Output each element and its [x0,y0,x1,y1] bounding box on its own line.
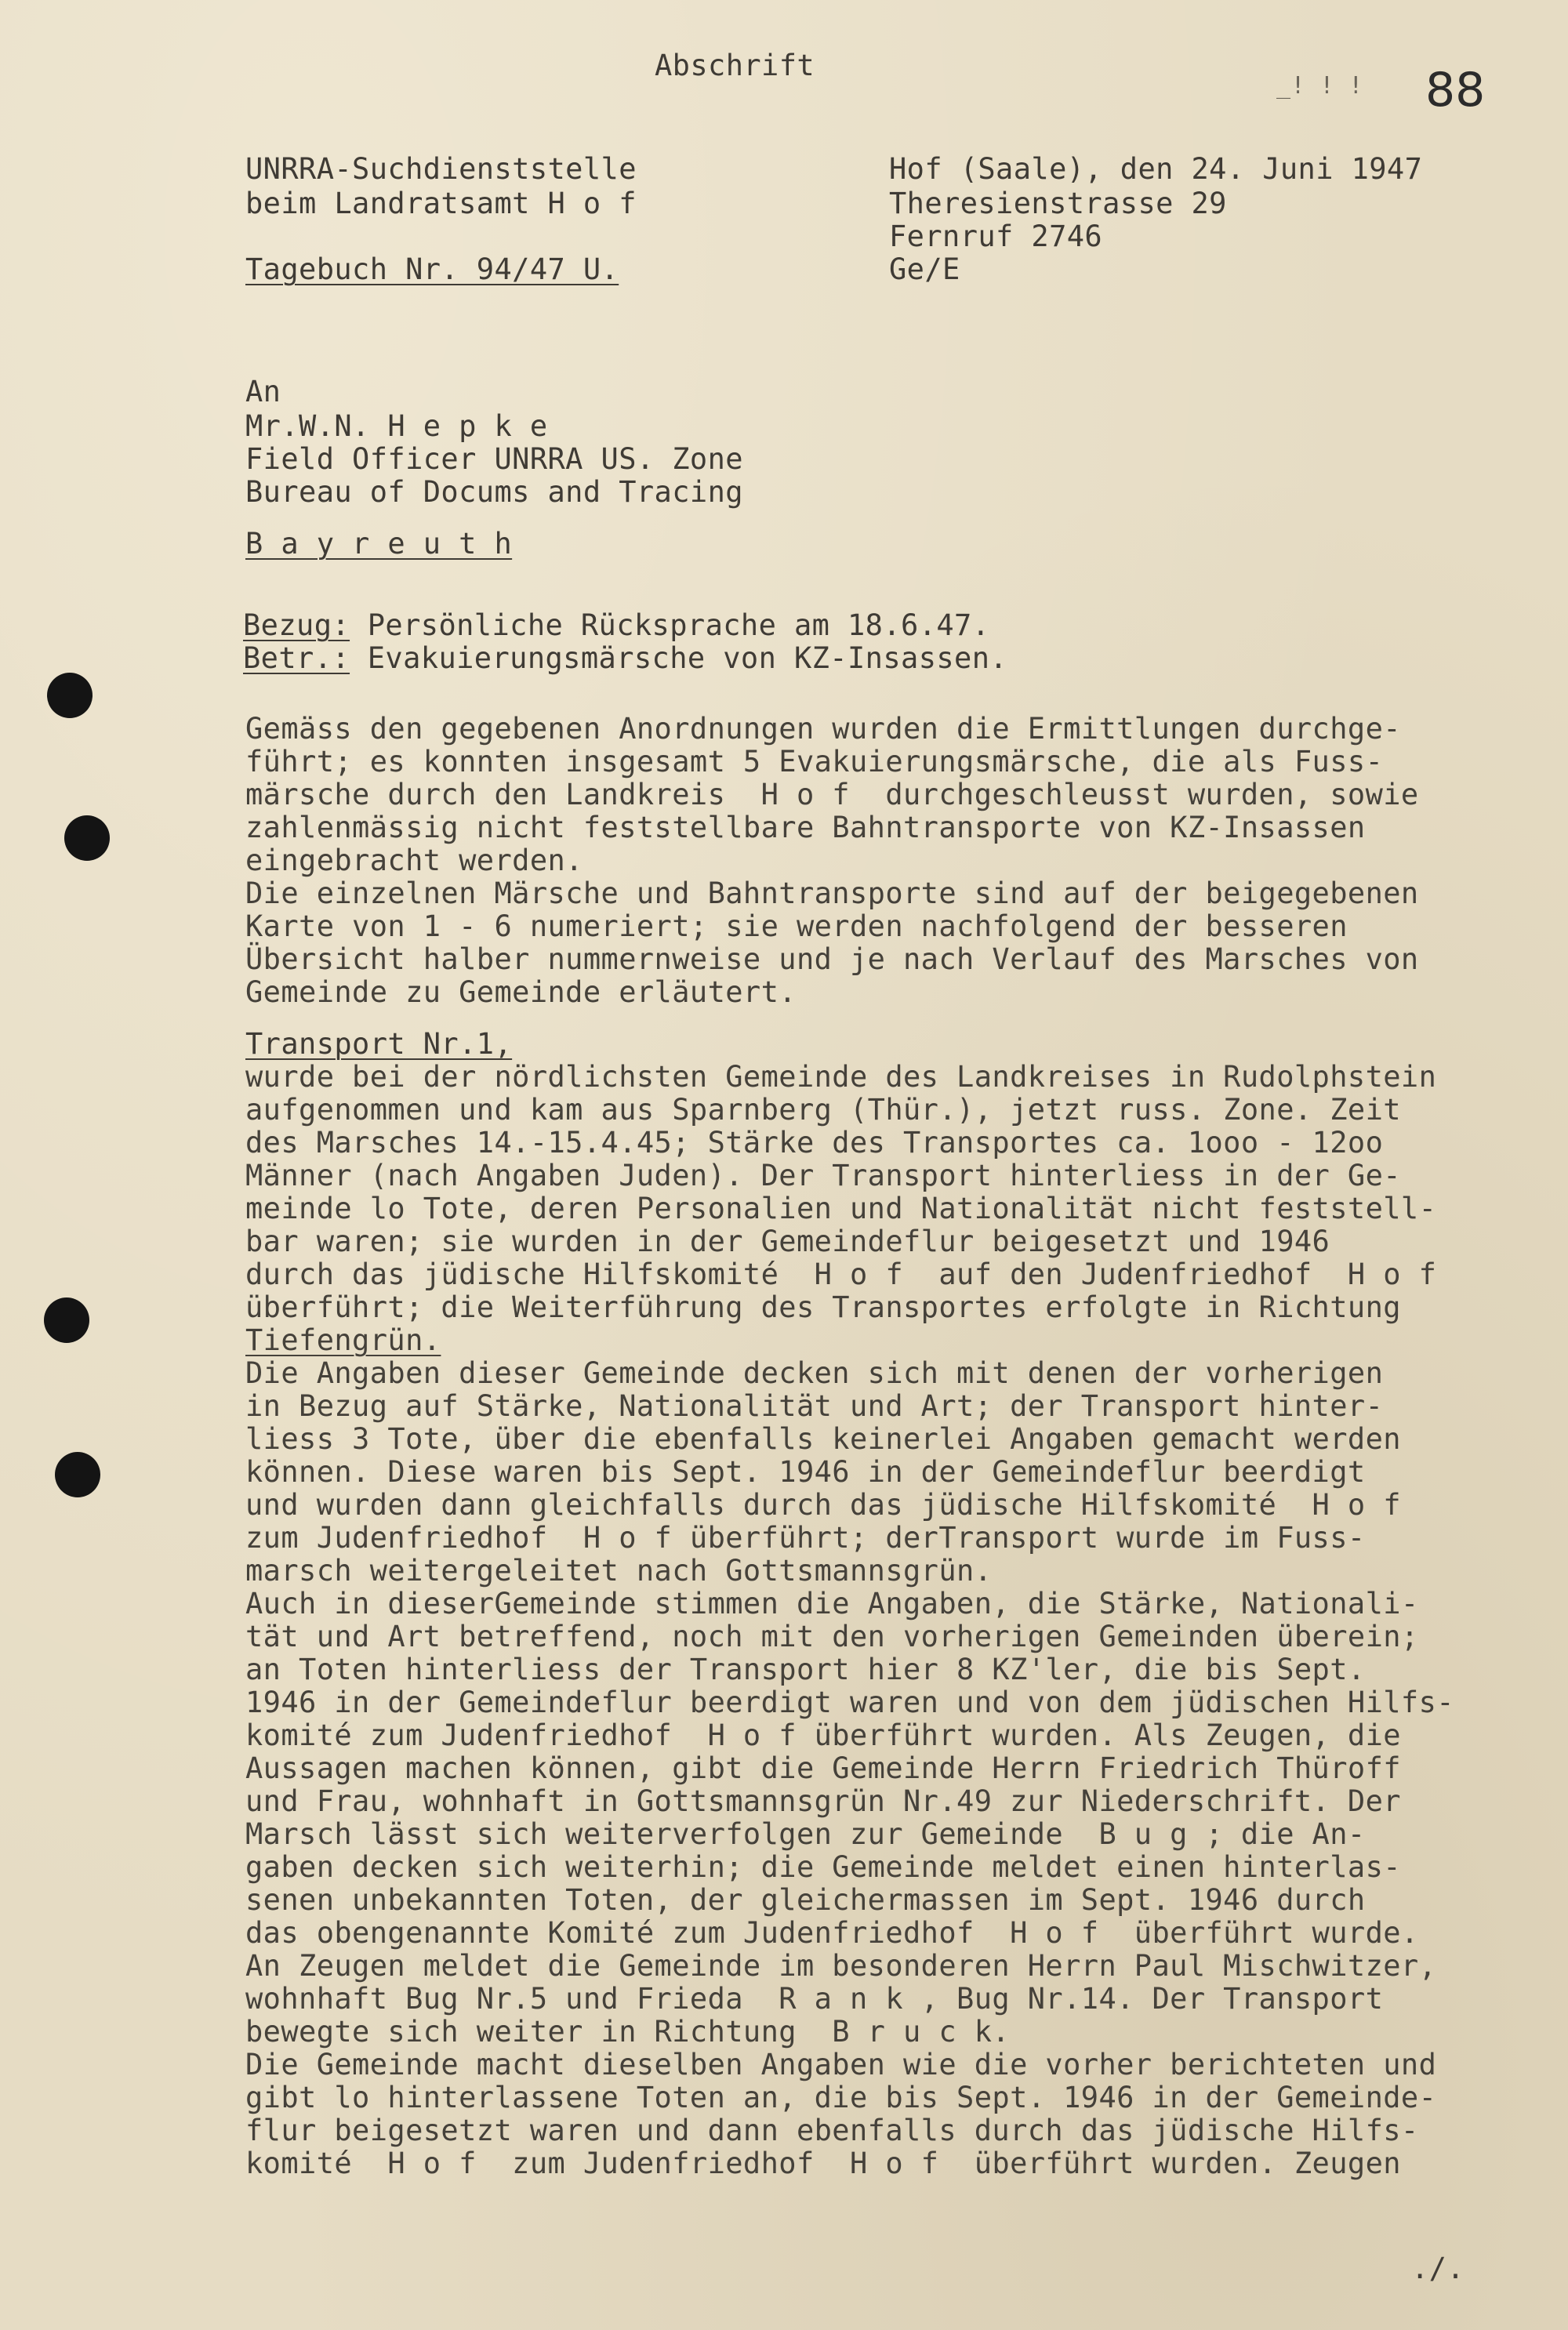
copy-label: Abschrift [655,49,815,82]
transport-line: komité zum Judenfriedhof H o f überführt wurden. Als Zeugen, die [245,1718,1401,1752]
intro-line: Gemäss den gegebenen Anordnungen wurden die Ermittlungen durchge- [245,712,1401,746]
reference-betreff [243,641,1007,675]
transport-line: Männer (nach Angaben Juden). Der Transport hinterliess in der Ge- [245,1159,1401,1192]
place-date-line-1: Hof (Saale), den 24. Juni 1947 [889,152,1423,186]
punch-hole-1 [47,673,93,718]
transport-line: marsch weitergeleitet nach Gottsmannsgrün. [245,1554,993,1588]
recipient-line-2: Mr.W.N. H e p k e [245,409,548,443]
intro-line: Die einzelnen Märsche und Bahntransporte sind auf der beigegebenen [245,876,1419,910]
transport-line: können. Diese waren bis Sept. 1946 in der Gemeindeflur beerdigt [245,1455,1366,1489]
punch-hole-3 [44,1297,89,1343]
recipient-line-4: Bureau of Docums and Tracing [245,475,743,509]
intro-line: Gemeinde zu Gemeinde erläutert. [245,975,797,1009]
transport-heading: Transport Nr.1, [245,1027,513,1061]
transport-line: tät und Art betreffend, noch mit den vorherigen Gemeinden überein; [245,1620,1419,1653]
transport-line: in Bezug auf Stärke, Nationalität und Art; der Transport hinter- [245,1389,1384,1423]
transport-line: bar waren; sie wurden in der Gemeindeflur beigesetzt und 1946 [245,1225,1330,1258]
transport-line: gibt lo hinterlassene Toten an, die bis Sept. 1946 in der Gemeinde- [245,2081,1437,2114]
intro-line: Übersicht halber nummernweise und je nach Verlauf des Marsches von [245,942,1419,976]
place-date-line-2: Theresienstrasse 29 [889,187,1227,220]
transport-line: meinde lo Tote, deren Personalien und Nationalität nicht feststell- [245,1192,1437,1225]
transport-line: Aussagen machen können, gibt die Gemeinde Herrn Friedrich Thüroff [245,1751,1401,1785]
transport-line: 1946 in der Gemeindeflur beerdigt waren und von dem jüdischen Hilfs- [245,1686,1454,1719]
transport-line: An Zeugen meldet die Gemeinde im besonderen Herrn Paul Mischwitzer, [245,1949,1437,1983]
transport-line: überführt; die Weiterführung des Transportes erfolgte in Richtung [245,1290,1401,1324]
transport-line: zum Judenfriedhof H o f überführt; derTransport wurde im Fuss- [245,1521,1366,1555]
betr-text: Evakuierungsmärsche von KZ-Insassen. [350,641,1008,675]
intro-line: märsche durch den Landkreis H o f durchgeschleusst wurden, sowie [245,778,1419,811]
transport-line: aufgenommen und kam aus Sparnberg (Thür.), jetzt russ. Zone. Zeit [245,1093,1401,1127]
reference-bezug [243,608,989,642]
place-date-line-4: Ge/E [889,252,960,286]
transport-line: Tiefengrün. [245,1323,441,1357]
transport-line: bewegte sich weiter in Richtung B r u c k. [245,2015,1011,2049]
sender-line-2: beim Landratsamt H o f [245,187,637,220]
recipient-line-1: An [245,375,281,408]
transport-line: und wurden dann gleichfalls durch das jüdische Hilfskomité H o f [245,1488,1401,1522]
transport-line: das obengenannte Komité zum Judenfriedhof H o f überführt wurde. [245,1916,1419,1950]
intro-line: führt; es konnten insgesamt 5 Evakuierungsmärsche, die als Fuss- [245,745,1384,778]
betr-label: Betr.: [243,641,350,675]
transport-line: liess 3 Tote, über die ebenfalls keinerlei Angaben gemacht werden [245,1422,1401,1456]
transport-line: senen unbekannten Toten, der gleichermassen im Sept. 1946 durch [245,1883,1366,1917]
transport-line: Marsch lässt sich weiterverfolgen zur Gemeinde B u g ; die An- [245,1817,1366,1851]
bezug-text: Persönliche Rücksprache am 18.6.47. [350,608,990,642]
bezug-label: Bezug: [243,608,350,642]
intro-line: zahlenmässig nicht feststellbare Bahntransporte von KZ-Insassen [245,811,1366,844]
punch-hole-2 [64,815,110,861]
transport-line: des Marsches 14.-15.4.45; Stärke des Transportes ca. 1ooo - 12oo [245,1126,1384,1160]
transport-line: flur beigesetzt waren und dann ebenfalls durch das jüdische Hilfs- [245,2114,1419,2147]
transport-line: und Frau, wohnhaft in Gottsmannsgrün Nr.49 zur Niederschrift. Der [245,1784,1401,1818]
transport-line: an Toten hinterliess der Transport hier 8 KZ'ler, die bis Sept. [245,1653,1366,1686]
transport-line: Auch in dieserGemeinde stimmen die Angaben, die Stärke, Nationali- [245,1587,1419,1620]
transport-line: gaben decken sich weiterhin; die Gemeinde meldet einen hinterlas- [245,1850,1401,1884]
punch-hole-4 [55,1452,100,1497]
archive-stamp-mark: _! ! ! [1276,72,1363,100]
transport-line: Die Gemeinde macht dieselben Angaben wie die vorher berichteten und [245,2048,1437,2081]
recipient-city: B a y r e u t h [245,527,513,561]
recipient-line-3: Field Officer UNRRA US. Zone [245,442,743,476]
intro-line: Karte von 1 - 6 numeriert; sie werden nachfolgend der besseren [245,909,1348,943]
transport-line: wurde bei der nördlichsten Gemeinde des Landkreises in Rudolphstein [245,1060,1437,1094]
intro-line: eingebracht werden. [245,844,583,877]
transport-line: durch das jüdische Hilfskomité H o f auf den Judenfriedhof H o f [245,1258,1437,1291]
place-date-line-3: Fernruf 2746 [889,220,1103,253]
page-number: 88 [1425,63,1486,118]
transport-line: wohnhaft Bug Nr.5 und Frieda R a n k , Bug Nr.14. Der Transport [245,1982,1384,2016]
continuation-mark: ./. [1411,2252,1465,2285]
sender-line-1: UNRRA-Suchdienststelle [245,152,637,186]
diary-number: Tagebuch Nr. 94/47 U. [245,252,619,286]
transport-line: komité H o f zum Judenfriedhof H o f überführt wurden. Zeugen [245,2147,1401,2180]
transport-line: Die Angaben dieser Gemeinde decken sich mit denen der vorherigen [245,1356,1384,1390]
